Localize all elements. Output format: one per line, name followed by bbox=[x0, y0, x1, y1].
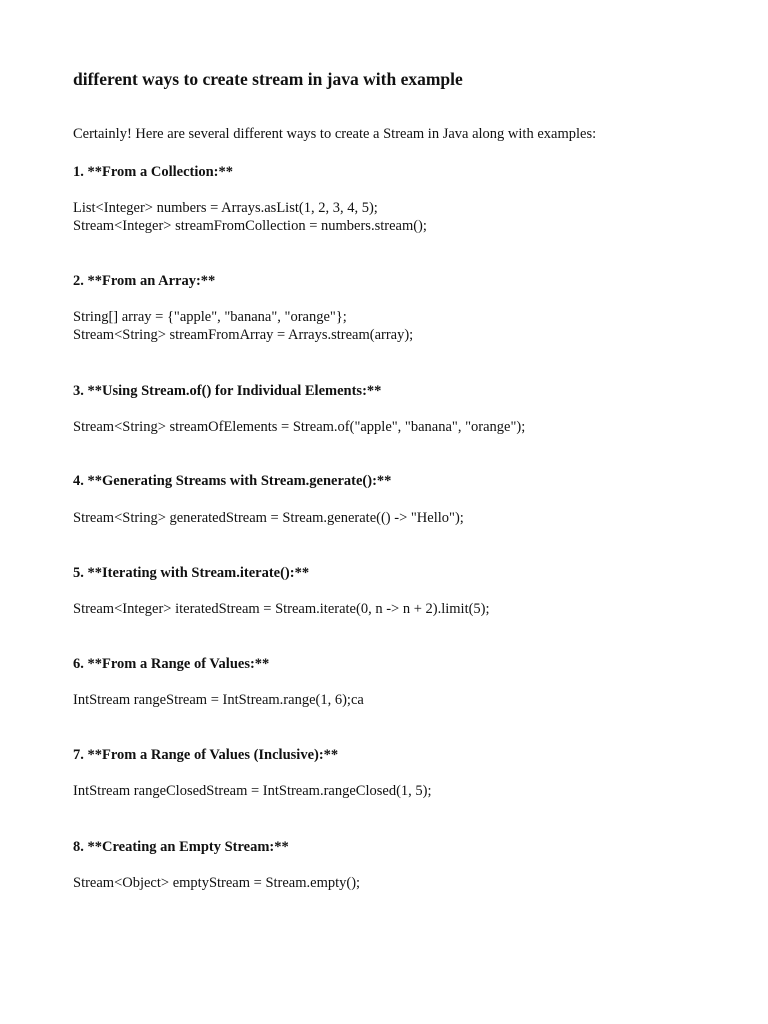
code-block-range-closed bbox=[73, 782, 432, 800]
code-block-array bbox=[73, 308, 413, 344]
code-line: String[] array = {"apple", "banana", "orange"}; bbox=[73, 309, 347, 325]
code-block-stream-of bbox=[73, 418, 525, 436]
code-line: Stream<String> streamFromArray = Arrays.stream(array); bbox=[73, 327, 414, 343]
code-line: IntStream rangeStream = IntStream.range(1, 6);ca bbox=[73, 692, 364, 708]
code-block-empty bbox=[73, 874, 360, 892]
section-heading-stream-of: 3. **Using Stream.of() for Individual Elements:** bbox=[73, 383, 382, 399]
code-block-generate bbox=[73, 509, 464, 527]
section-heading-generate: 4. **Generating Streams with Stream.generate():** bbox=[73, 473, 392, 489]
section-heading-array: 2. **From an Array:** bbox=[73, 273, 216, 289]
section-heading-range-closed: 7. **From a Range of Values (Inclusive):** bbox=[73, 747, 339, 763]
intro-paragraph: Certainly! Here are several different ways to create a Stream in Java along with examples: bbox=[73, 126, 597, 142]
code-line: Stream<Object> emptyStream = Stream.empty(); bbox=[73, 875, 361, 891]
code-block-iterate bbox=[73, 600, 490, 618]
section-heading-range: 6. **From a Range of Values:** bbox=[73, 656, 270, 672]
code-block-range bbox=[73, 691, 364, 709]
code-block-collection bbox=[73, 199, 427, 235]
code-line: Stream<Integer> streamFromCollection = numbers.stream(); bbox=[73, 218, 427, 234]
document-title: different ways to create stream in java with example bbox=[73, 69, 463, 89]
code-line: List<Integer> numbers = Arrays.asList(1, 2, 3, 4, 5); bbox=[73, 200, 378, 216]
code-line: IntStream rangeClosedStream = IntStream.rangeClosed(1, 5); bbox=[73, 783, 432, 799]
code-line: Stream<String> streamOfElements = Stream.of("apple", "banana", "orange"); bbox=[73, 419, 526, 435]
section-heading-collection: 1. **From a Collection:** bbox=[73, 164, 234, 180]
code-line: Stream<String> generatedStream = Stream.generate(() -> "Hello"); bbox=[73, 510, 464, 526]
code-line: Stream<Integer> iteratedStream = Stream.iterate(0, n -> n + 2).limit(5); bbox=[73, 601, 490, 617]
section-heading-empty: 8. **Creating an Empty Stream:** bbox=[73, 839, 289, 855]
section-heading-iterate: 5. **Iterating with Stream.iterate():** bbox=[73, 565, 310, 581]
